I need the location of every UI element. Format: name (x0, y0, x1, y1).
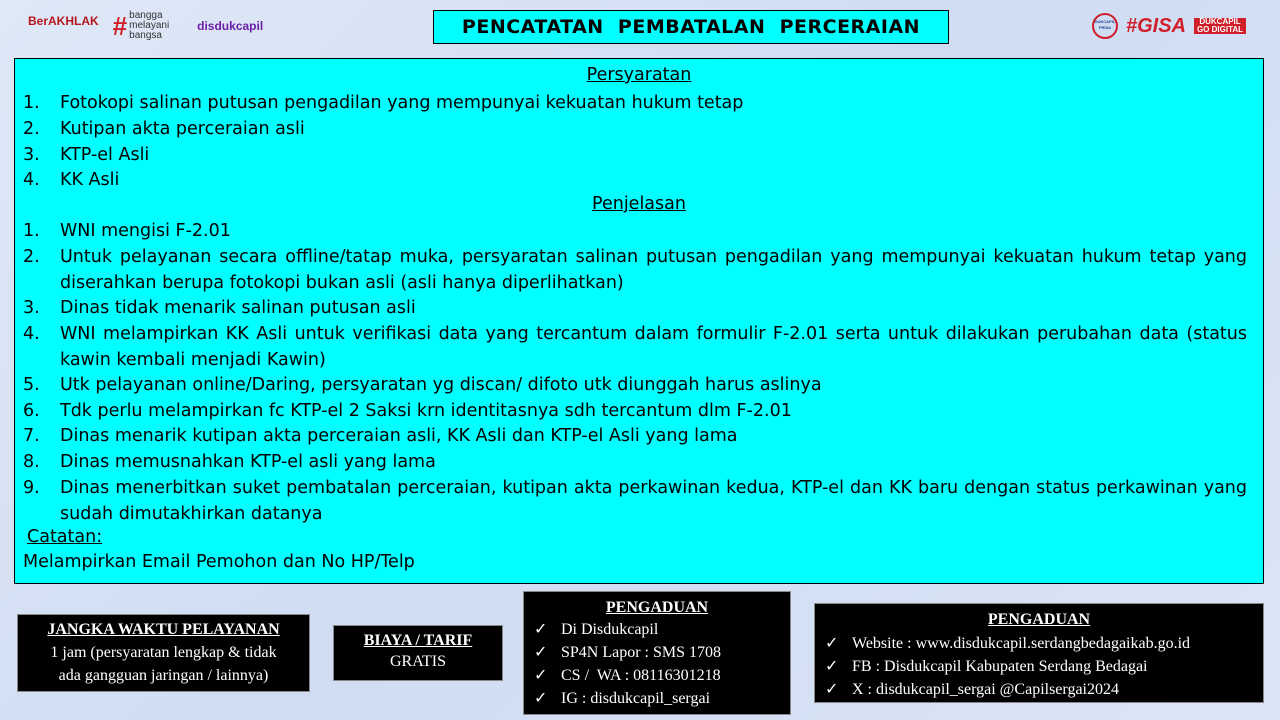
complaint-heading: PENGADUAN (605, 599, 709, 616)
complaint-item: ✓ SP4N Lapor : SMS 1708 (534, 641, 780, 664)
penjelasan-item: 7. Dinas menarik kutipan akta perceraian asli, KK Asli dan KTP-el Asli yang lama (23, 426, 738, 446)
disdukcapil-logo: disdukcapil (197, 19, 264, 33)
fee-heading: BIAYA / TARIF (363, 632, 473, 649)
page-title: PENCATATAN PEMBATALAN PERCERAIAN (433, 10, 949, 44)
requirements-panel (14, 58, 1264, 584)
complaint-box-offline (523, 591, 791, 715)
fee-box (333, 625, 503, 681)
berakhlak-logo: BerAKHLAK (28, 14, 99, 28)
complaint-list (825, 632, 1253, 701)
header-logos-left (28, 10, 263, 42)
persyaratan-heading: Persyaratan (586, 65, 692, 85)
check-icon: ✓ (534, 667, 548, 684)
service-time-box (17, 614, 310, 692)
persyaratan-item: 2. Kutipan akta perceraian asli (23, 119, 305, 139)
fee-value: GRATIS (389, 653, 446, 670)
penjelasan-item: 3. Dinas tidak menarik salinan putusan asli (23, 298, 416, 318)
penjelasan-item: 2. Untuk pelayanan secara offline/tatap muka, persyaratan salinan putusan pengadilan yang mempunyai kekuatan hukum tetap yang diserahkan berupa fotokopi bukan asli (asli hanya diperlihatkan) (23, 247, 1247, 293)
service-time-line2: ada gangguan jaringan / lainnya) (58, 667, 269, 684)
complaint-item-x: ✓ X : disdukcapil_sergai @Capilsergai2024 (825, 678, 1253, 701)
complaint-item-website: ✓ Website : www.disdukcapil.serdangbedagaikab.go.id (825, 632, 1253, 655)
check-icon: ✓ (534, 644, 548, 661)
penjelasan-item: 9. Dinas menerbitkan suket pembatalan perceraian, kutipan akta perkawinan kedua, KTP-el dan KK baru dengan status perkawinan yang sudah dimutakhirkan datanya (23, 478, 1247, 524)
dukcapil-prisa-logo: DUKCAPIL PRISA (1092, 13, 1118, 39)
check-icon: ✓ (825, 635, 839, 652)
penjelasan-item: 8. Dinas memusnahkan KTP-el asli yang lama (23, 452, 436, 472)
penjelasan-item: 6. Tdk perlu melampirkan fc KTP-el 2 Saksi krn identitasnya sdh tercantum dlm F-2.01 (23, 401, 792, 421)
penjelasan-item: 1. WNI mengisi F-2.01 (23, 221, 231, 241)
bangga-melayani-bangsa-logo: # bangga melayani bangsa (112, 10, 170, 41)
complaint-item-facebook: ✓ FB : Disdukcapil Kabupaten Serdang Bedagai (825, 655, 1253, 678)
dukcapil-go-digital-logo: DUKCAPIL GO DIGITAL (1194, 18, 1246, 34)
penjelasan-item: 5. Utk pelayanan online/Daring, persyaratan yg discan/ difoto utk diunggah harus aslinya (23, 375, 822, 395)
complaint-item: ✓ IG : disdukcapil_sergai (534, 687, 780, 710)
complaint-box-online (814, 603, 1264, 703)
complaint-item: ✓ Di Disdukcapil (534, 618, 780, 641)
persyaratan-item: 3. KTP-el Asli (23, 145, 150, 165)
service-time-line1: 1 jam (persyaratan lengkap & tidak (50, 644, 277, 661)
service-time-heading: JANGKA WAKTU PELAYANAN (47, 621, 280, 638)
complaint-heading: PENGADUAN (987, 611, 1091, 628)
check-icon: ✓ (534, 690, 548, 707)
catatan-label: Catatan: (27, 527, 103, 547)
header-logos-right (1092, 10, 1246, 42)
complaint-list (534, 618, 780, 710)
penjelasan-item: 4. WNI melampirkan KK Asli untuk verifikasi data yang tercantum dalam formulir F-2.01 serta untuk dilakukan perubahan data (status kawin kembali menjadi Kawin) (23, 324, 1247, 370)
catatan-text: Melampirkan Email Pemohon dan No HP/Telp (23, 552, 415, 572)
persyaratan-item: 4. KK Asli (23, 170, 120, 190)
check-icon: ✓ (825, 681, 839, 698)
penjelasan-heading: Penjelasan (592, 194, 686, 214)
complaint-item: ✓ CS / WA : 08116301218 (534, 664, 780, 687)
gisa-logo: #GISA (1125, 15, 1186, 37)
check-icon: ✓ (534, 621, 548, 638)
check-icon: ✓ (825, 658, 839, 675)
persyaratan-item: 1. Fotokopi salinan putusan pengadilan yang mempunyai kekuatan hukum tetap (23, 93, 744, 113)
